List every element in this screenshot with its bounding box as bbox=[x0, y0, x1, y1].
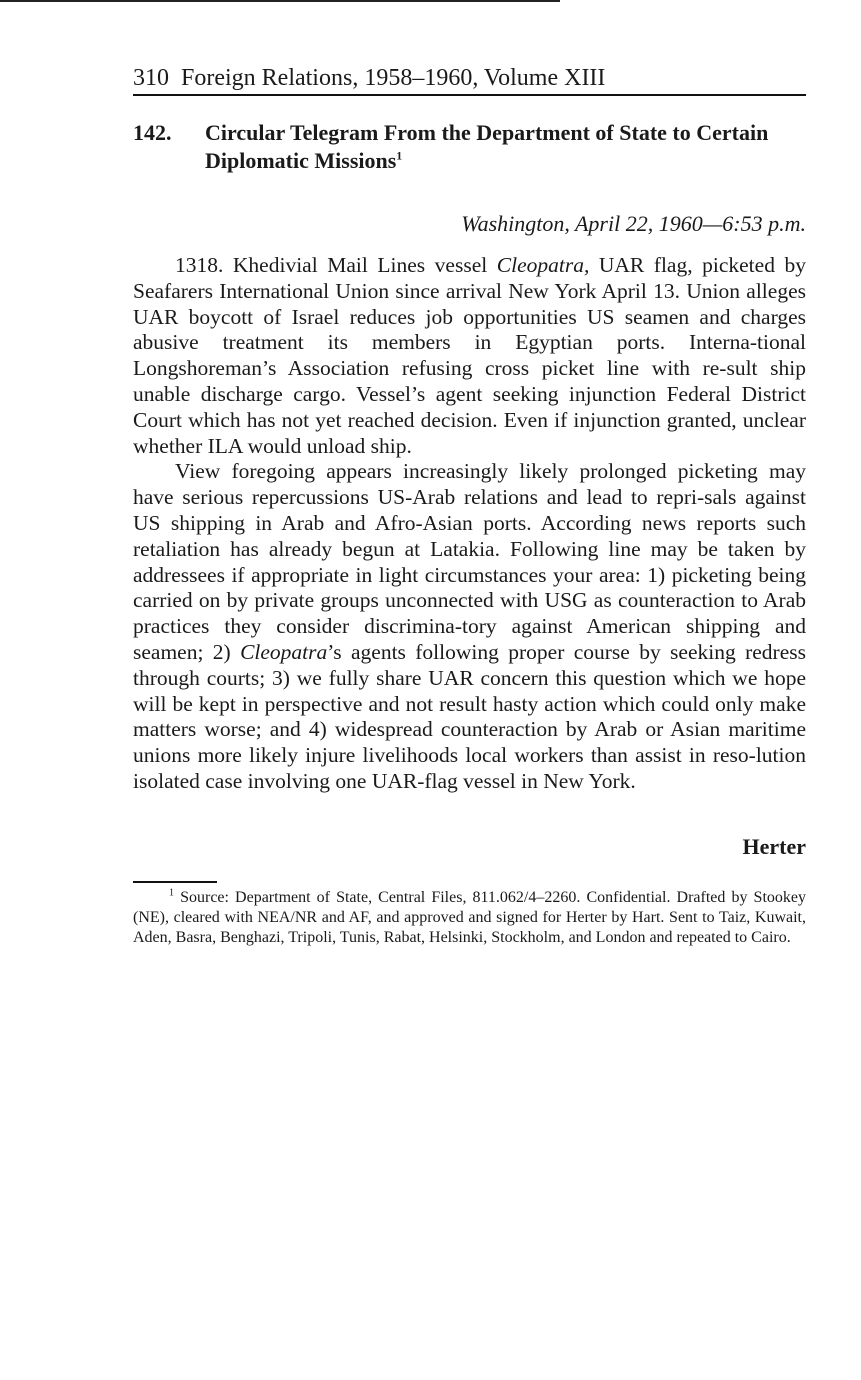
footnote bbox=[133, 888, 806, 948]
volume-title: Foreign Relations, 1958–1960, Volume XIII bbox=[181, 65, 606, 91]
paragraph-2-text-a: View foregoing appears increasingly likely prolonged picketing may have serious repercussions US-Arab relations and lead to repri-sals against US shipping in Arab and Afro-Asian ports. According news reports such retaliation has already begun at Latakia. Following line may be taken by addressees if appropriate in light circumstances your area: 1) picketing being carried on by private groups unconnected with USG as counteraction to Arab practices they consider discrimina-tory against American shipping and seamen; 2) bbox=[133, 459, 806, 664]
footnote-marker: 1 bbox=[169, 887, 174, 899]
page-number: 310 bbox=[133, 65, 169, 91]
vessel-name: Cleopatra, bbox=[496, 253, 590, 277]
footnote-paragraph bbox=[133, 888, 806, 948]
top-edge-rule bbox=[0, 0, 560, 2]
paragraph-1 bbox=[133, 253, 806, 459]
paragraph-1-text-a: 1318. Khedivial Mail Lines vessel bbox=[175, 253, 497, 277]
paragraph-2-text-b: ’s agents following proper course by seeking redress through courts; 3) we fully share UAR concern this question which we hope will be kept in perspective and not result hasty action which could only make matters worse; and 4) widespread counteraction by Arab or Asian maritime unions more likely injure livelihoods local workers than assist in reso-lution isolated case involving one UAR-flag vessel in New York. bbox=[133, 639, 806, 793]
footnote-reference: 1 bbox=[396, 148, 403, 163]
document-title-text: Circular Telegram From the Department of State to Certain Diplomatic Missions bbox=[205, 120, 769, 173]
paragraph-2 bbox=[133, 459, 806, 794]
document-number: 142. bbox=[133, 120, 172, 145]
document-title bbox=[205, 119, 815, 175]
footnote-text: Source: Department of State, Central Files, 811.062/4–2260. Confidential. Drafted by Stookey (NE), cleared with NEA/NR and AF, and approved and signed for Herter by Hart. Sent to Taiz, Kuwait, Aden, Basra, Benghazi, Tripoli, Tunis, Rabat, Helsinki, Stockholm, and London and repeated to Cairo. bbox=[133, 889, 807, 946]
telegram-body bbox=[133, 253, 806, 795]
vessel-name: Cleopatra bbox=[240, 639, 328, 664]
dateline: Washington, April 22, 1960—6:53 p.m. bbox=[461, 211, 806, 236]
paragraph-1-text-b: UAR flag, picketed by Seafarers International Union since arrival New York April 13. Union alleges UAR boycott of Israel reduces job opportunities US seamen and charges abusive treatment its members in Egyptian ports. Interna-tional Longshoreman’s Association refusing cross picket line with re-sult ship unable discharge cargo. Vessel’s agent seeking injunction Federal District Court which has not yet reached decision. Even if injunction granted, unclear whether ILA would unload ship. bbox=[133, 253, 806, 458]
running-head bbox=[133, 64, 806, 96]
footnote-rule bbox=[133, 881, 217, 883]
signature: Herter bbox=[742, 834, 806, 859]
